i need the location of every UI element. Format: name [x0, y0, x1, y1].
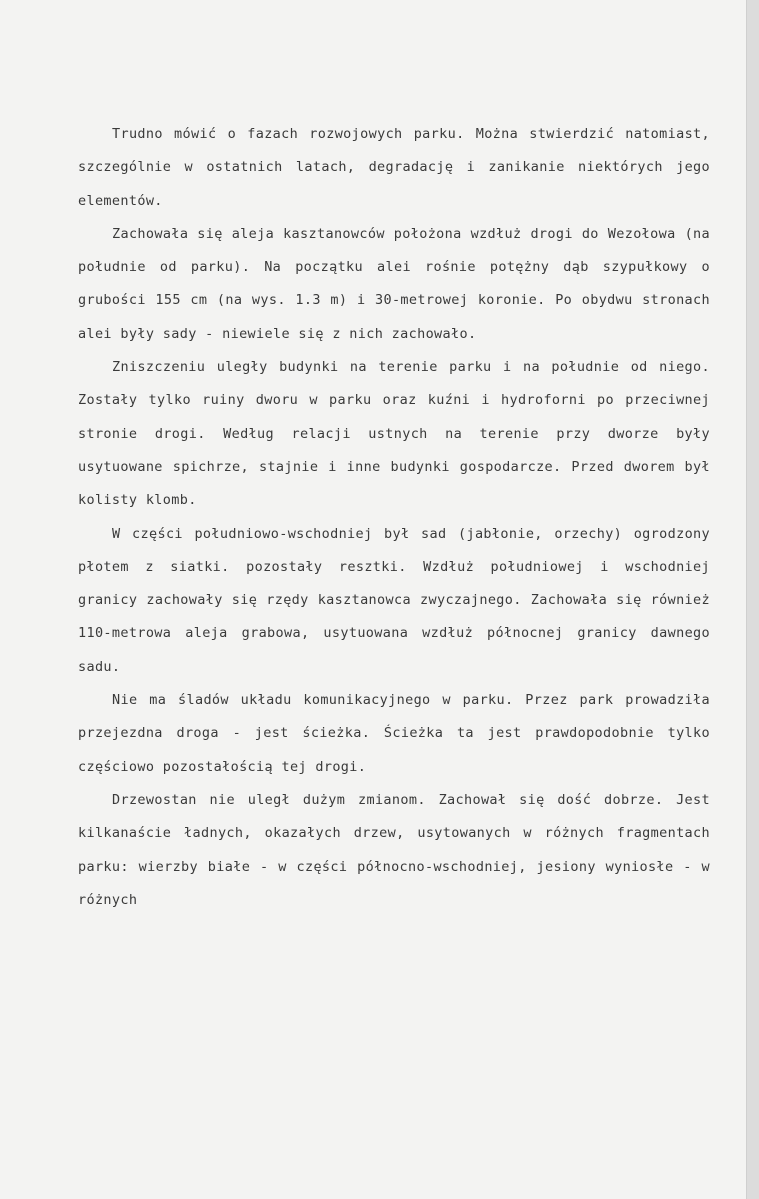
paragraph-paths: Nie ma śladów układu komunikacyjnego w parku. Przez park prowadziła przejezdna droga - jest ścieżka. Ścieżka ta jest prawdopodobnie tylko częściowo pozostałością tej drogi. [78, 692, 710, 775]
document-body [78, 118, 710, 917]
paragraph-chestnut-alley: Zachowała się aleja kasztanowców położona wzdłuż drogi do Wezołowa (na południe od parku). Na początku alei rośnie potężny dąb szypułkowy o grubości 155 cm (na wys. 1.3 m) i 30-metrowej koronie. Po obydwu stronach alei były sady - niewiele się z nich zachowało. [78, 225, 710, 342]
paragraph-phases: Trudno mówić o fazach rozwojowych parku. Można stwierdzić natomiast, szczególnie w ostatnich latach, degradację i zanikanie niektórych jego elementów. [78, 126, 710, 209]
paragraph-orchard: W części południowo-wschodniej był sad (jabłonie, orzechy) ogrodzony płotem z siatki. pozostały resztki. Wzdłuż południowej i wschodniej granicy zachowały się rzędy kasztanowca zwyczajnego. Zachowała się również 110-metrowa aleja grabowa, usytuowana wzdłuż północnej granicy dawnego sadu. [78, 525, 710, 675]
paragraph-destroyed-buildings: Zniszczeniu uległy budynki na terenie parku i na południe od niego. Zostały tylko ruiny dworu w parku oraz kuźni i hydroforni po przeciwnej stronie drogi. Według relacji ustnych na terenie przy dworze były usytuowane spichrze, stajnie i inne budynki gospodarcze. Przed dworem był kolisty klomb. [78, 359, 710, 509]
paragraph-tree-stand: Drzewostan nie uległ dużym zmianom. Zachował się dość dobrze. Jest kilkanaście ładnych, okazałych drzew, usytowanych w różnych fragmentach parku: wierzby białe - w części północno-wschodniej, jesiony wyniosłe - w różnych [78, 791, 710, 908]
page-edge [746, 0, 759, 1199]
